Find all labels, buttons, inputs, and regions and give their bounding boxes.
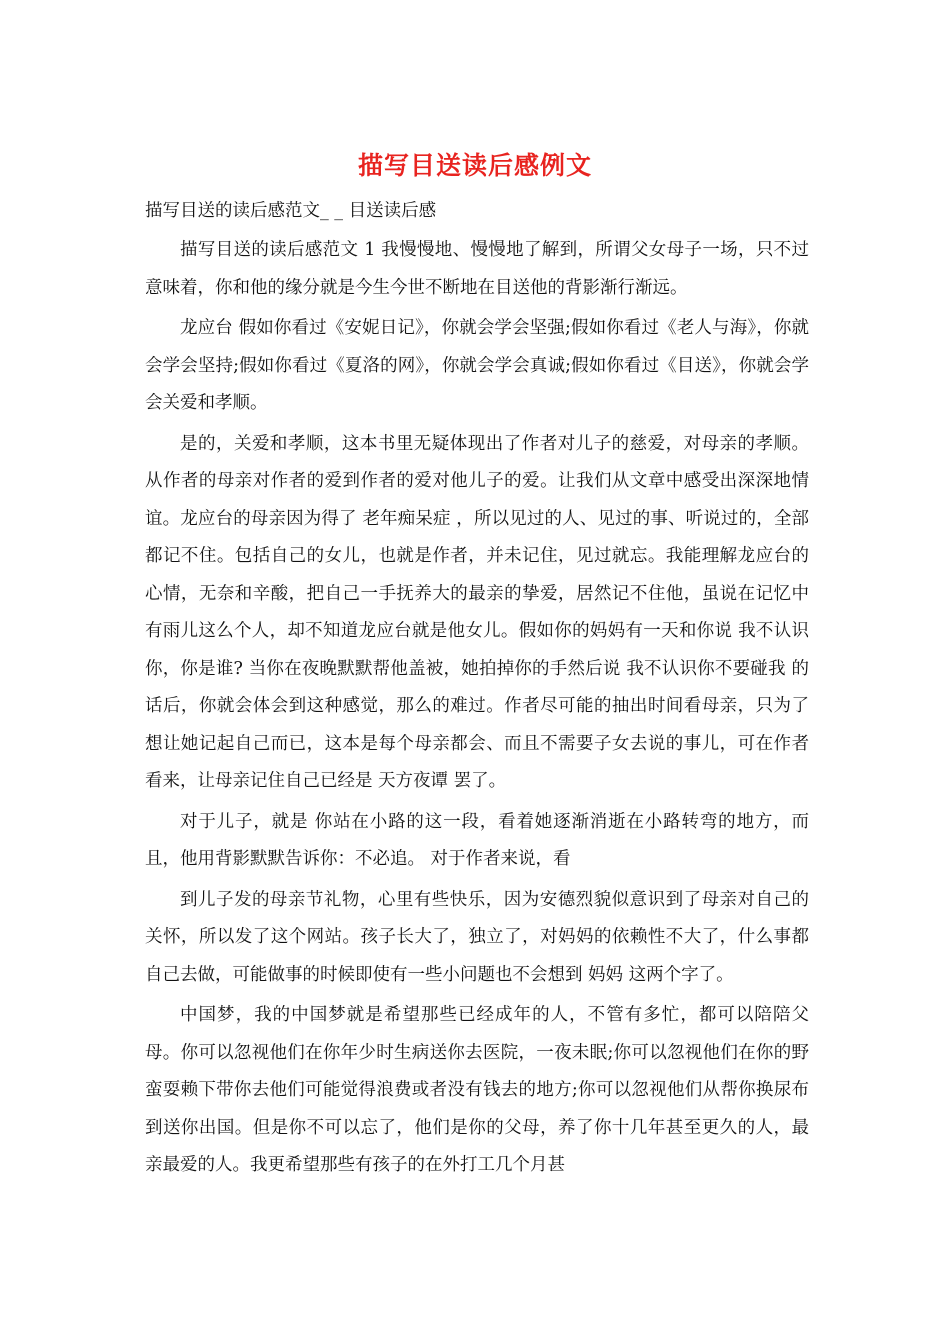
paragraph: 龙应台 假如你看过《安妮日记》，你就会学会坚强;假如你看过《老人与海》，你就会学会坚持;假如你看过《夏洛的网》，你就会学会真诚;假如你看过《目送》，你就会学会关爱和孝顺。 bbox=[145, 318, 809, 413]
paragraph: 对于儿子，就是 你站在小路的这一段，看着她逐渐消逝在小路转弯的地方，而且，他用背影默默告诉你：不必追。 对于作者来说，看 bbox=[145, 811, 809, 869]
document-subtitle: 描写目送的读后感范文_ _ 目送读后感 bbox=[145, 201, 437, 221]
paragraph: 到儿子发的母亲节礼物，心里有些快乐，因为安德烈貌似意识到了母亲对自己的关怀，所以发了这个网站。孩子长大了，独立了，对妈妈的依赖性不大了，什么事都自己去做，可能做事的时候即使有一些小问题也不会想到 妈妈 这两个字了。 bbox=[145, 889, 809, 985]
document-body bbox=[145, 232, 809, 1188]
paragraph: 描写目送的读后感范文 1 我慢慢地、慢慢地了解到，所谓父女母子一场，只不过意味着，你和他的缘分就是今生今世不断地在目送他的背影渐行渐远。 bbox=[145, 240, 809, 298]
paragraph: 中国梦，我的中国梦就是希望那些已经成年的人，不管有多忙，都可以陪陪父母。你可以忽视他们在你年少时生病送你去医院，一夜未眠;你可以忽视他们在你的野蛮耍赖下带你去他们可能觉得浪费或者没有钱去的地方;你可以忽视他们从帮你换尿布到送你出国。但是你不可以忘了，他们是你的父母，养了你十几年甚至更久的人，最亲最爱的人。我更希望那些有孩子的在外打工几个月甚 bbox=[145, 1005, 809, 1175]
paragraph: 是的，关爱和孝顺，这本书里无疑体现出了作者对儿子的慈爱，对母亲的孝顺。从作者的母亲对作者的爱到作者的爱对他儿子的爱。让我们从文章中感受出深深地情谊。龙应台的母亲因为得了 老年痴呆症 ，所以见过的人、见过的事、听说过的，全部都记不住。包括自己的女儿，也就是作者，并未记住，见过就忘。我能理解龙应台的心情，无奈和辛酸，把自己一手抚养大的最亲的挚爱，居然记不住他，虽说在记忆中有雨儿这么个人，却不知道龙应台就是他女儿。假如你的妈妈有一天和你说 我不认识你，你是谁? 当你在夜晚默默帮他盖被，她拍掉你的手然后说 我不认识你不要碰我 的话后，你就会体会到这种感觉，那么的难过。作者尽可能的抽出时间看母亲，只为了想让她记起自己而已，这本是每个母亲都会、而且不需要子女去说的事儿，可在作者看来，让母亲记住自己已经是 天方夜谭 罢了。 bbox=[145, 433, 809, 791]
document-title: 描写目送读后感例文 bbox=[357, 151, 592, 180]
